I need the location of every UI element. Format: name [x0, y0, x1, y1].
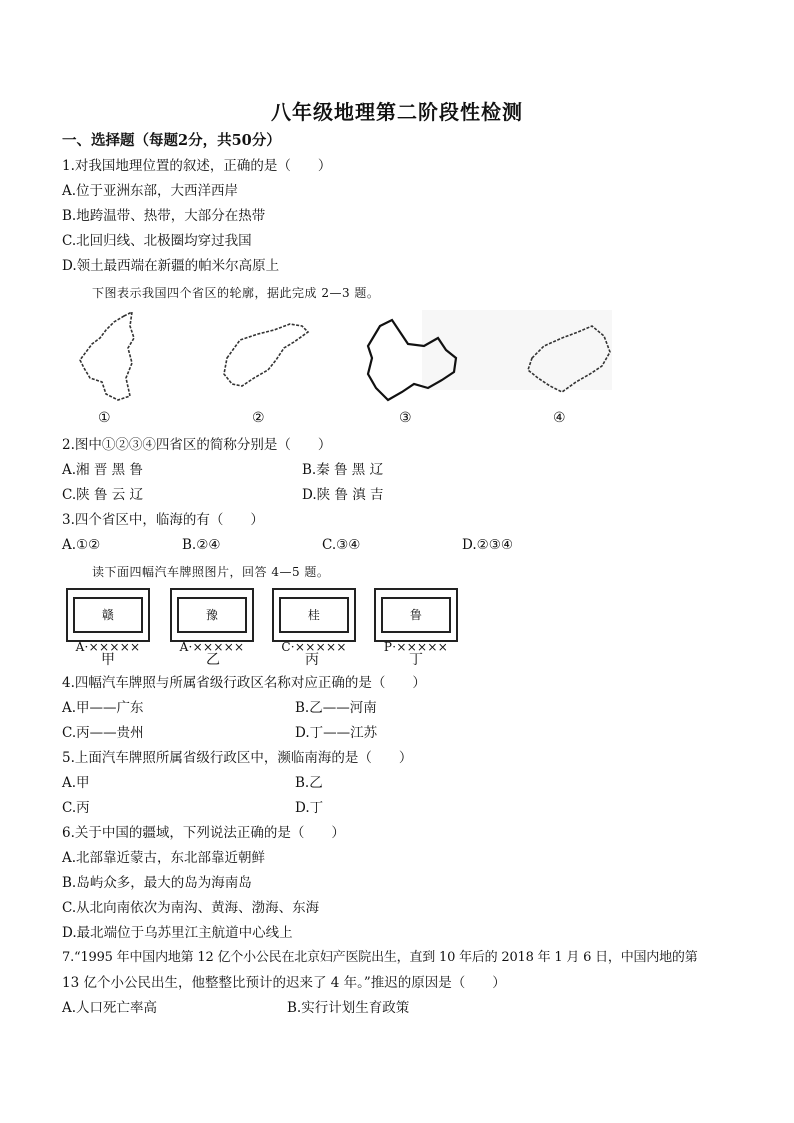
question-2-option-b: B.秦 鲁 黑 辽	[302, 462, 384, 478]
question-4-option-a: A.甲——广东	[62, 700, 144, 716]
map-label-2: ②	[252, 410, 265, 426]
question-5-option-c: C.丙	[62, 800, 90, 816]
plate-text: 鲁P·×××××	[381, 597, 451, 633]
question-1-option-d: D.领土最西端在新疆的帕米尔高原上	[62, 258, 280, 274]
question-2-option-c: C.陕 鲁 云 辽	[62, 487, 144, 503]
question-6-option-c: C.从北向南依次为南沟、黄海、渤海、东海	[62, 900, 320, 916]
question-4-option-c: C.丙——贵州	[62, 725, 144, 741]
province-outline-2	[224, 324, 308, 386]
question-1-option-a: A.位于亚洲东部，大西洋西岸	[62, 183, 239, 199]
province-outline-maps	[62, 308, 622, 408]
section-heading: 一、选择题（每题2分，共50分）	[62, 132, 281, 149]
question-4-option-b: B.乙——河南	[295, 700, 377, 716]
plate-text: 豫A·×××××	[177, 597, 247, 633]
plate-label-ding: 丁	[409, 652, 423, 668]
question-2-option-a: A.湘 晋 黑 鲁	[62, 462, 143, 478]
plate-label-bing: 丙	[305, 652, 319, 668]
question-4-option-d: D.丁——江苏	[295, 725, 378, 741]
question-4-stem: 4.四幅汽车牌照与所属省级行政区名称对应正确的是（ ）	[62, 675, 426, 691]
question-7-option-a: A.人口死亡率高	[62, 1000, 158, 1016]
map-label-4: ④	[553, 410, 566, 426]
question-3-option-b: B.②④	[182, 537, 221, 553]
page-title: 八年级地理第二阶段性检测	[271, 100, 523, 124]
question-3-option-c: C.③④	[322, 537, 361, 553]
plate-text: 桂C·×××××	[279, 597, 349, 633]
question-5-option-a: A.甲	[62, 775, 90, 791]
map-label-1: ①	[98, 410, 111, 426]
license-plate-jia	[66, 588, 150, 654]
question-7-option-b: B.实行计划生育政策	[287, 1000, 410, 1016]
question-1-option-b: B.地跨温带、热带，大部分在热带	[62, 208, 266, 224]
question-2-stem: 2.图中①②③④四省区的简称分别是（ ）	[62, 437, 332, 453]
question-1-stem: 1.对我国地理位置的叙述，正确的是（ ）	[62, 158, 332, 174]
question-6-option-a: A.北部靠近蒙古，东北部靠近朝鲜	[62, 850, 266, 866]
question-5-option-d: D.丁	[295, 800, 324, 816]
map-instruction: 下图表示我国四个省区的轮廓，据此完成 2—3 题。	[92, 286, 380, 300]
question-7-stem-line1: 7.“1995 年中国内地第 12 亿个小公民在北京妇产医院出生，直到 10 年后的 2018 年 1 月 6 日，中国内地的第	[62, 950, 698, 965]
question-3-option-d: D.②③④	[462, 537, 513, 553]
question-5-stem: 5.上面汽车牌照所属省级行政区中，濒临南海的是（ ）	[62, 750, 413, 766]
plate-instruction: 读下面四幅汽车牌照图片，回答 4—5 题。	[92, 565, 330, 579]
question-3-stem: 3.四个省区中，临海的有（ ）	[62, 512, 264, 528]
plate-label-yi: 乙	[206, 652, 220, 668]
question-6-option-d: D.最北端位于乌苏里江主航道中心线上	[62, 925, 293, 941]
question-6-option-b: B.岛屿众多，最大的岛为海南岛	[62, 875, 252, 891]
province-outline-1	[80, 312, 134, 400]
plate-text: 赣A·×××××	[73, 597, 143, 633]
map-label-3: ③	[399, 410, 412, 426]
license-plate-bing	[272, 588, 356, 654]
question-7-stem-line2: 13 亿个小公民出生，他整整比预计的迟来了 4 年。”推迟的原因是（ ）	[62, 975, 506, 991]
question-5-option-b: B.乙	[295, 775, 323, 791]
question-1-option-c: C.北回归线、北极圈均穿过我国	[62, 233, 252, 249]
license-plate-yi	[170, 588, 254, 654]
plate-label-jia: 甲	[101, 652, 115, 668]
question-6-stem: 6.关于中国的疆域，下列说法正确的是（ ）	[62, 825, 345, 841]
question-2-option-d: D.陕 鲁 滇 吉	[302, 487, 384, 503]
question-3-option-a: A.①②	[62, 537, 101, 553]
license-plate-ding	[374, 588, 458, 654]
